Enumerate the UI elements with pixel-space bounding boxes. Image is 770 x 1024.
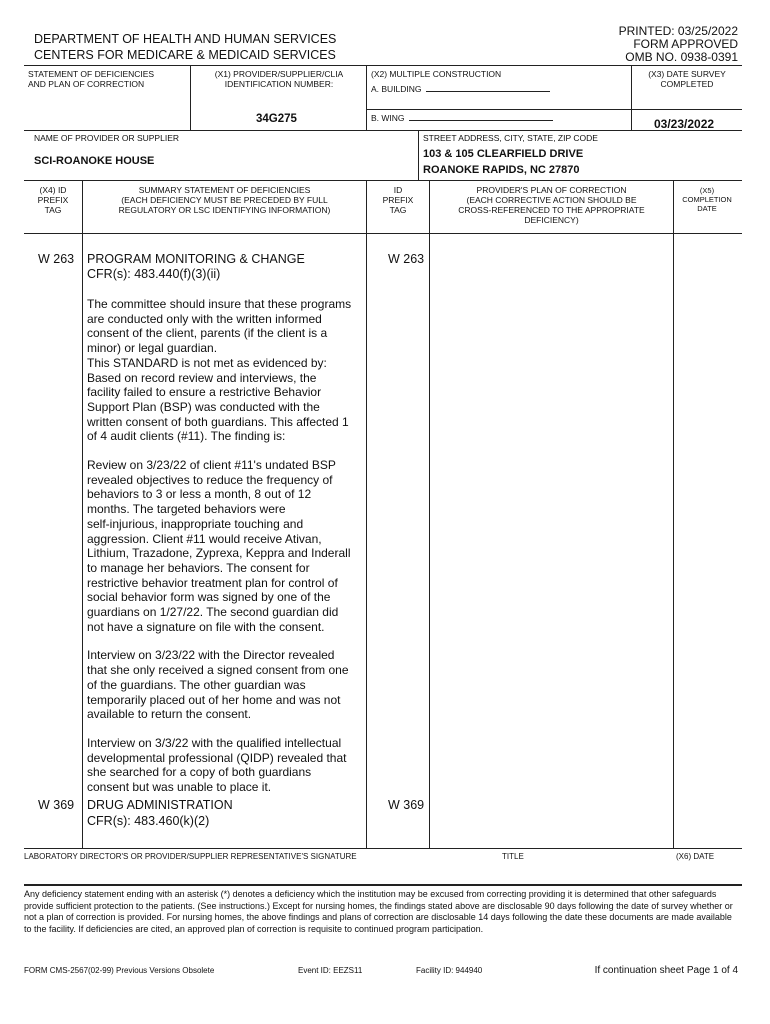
building-field: A. BUILDING (371, 84, 550, 94)
divider-v3 (631, 65, 632, 130)
form-divider-1 (24, 130, 742, 131)
address-label: STREET ADDRESS, CITY, STATE, ZIP CODE (423, 133, 598, 143)
deficiency-tag: W 263 (38, 252, 75, 266)
plan-header: PROVIDER'S PLAN OF CORRECTION (EACH CORRECTIVE ACTION SHOULD BE CROSS-REFERENCED TO THE APPROPRIATE DEFICIENCY) (458, 185, 645, 225)
address-line1: 103 & 105 CLEARFIELD DRIVE (423, 148, 584, 160)
narrative-paragraph: The committee should insure that these programs are conducted only with the written informed consent of the client, parents (if the client is a minor) or legal guardian. This STANDARD is not met as evidenced by: Based on record review and interviews, the facility failed to ensure a restrictive Behavior Support Plan (BSP) was conducted with the written consent of both guardians. This affected 1 of 4 audit clients (#11). The finding is: (87, 297, 352, 444)
survey-date: 03/23/2022 (654, 117, 715, 131)
provider-name: SCI-ROANOKE HOUSE (34, 155, 155, 167)
col-divider-3 (429, 180, 430, 848)
narrative-paragraph: Interview on 3/23/22 with the Director revealed that she only received a signed consent from one of the guardians. The other guardian was temporarily placed out of her home and was not available to return the consent. (87, 648, 349, 722)
signature-bottom (24, 884, 742, 886)
form-top-border (24, 65, 742, 66)
address-line2: ROANOKE RAPIDS, NC 27870 (423, 164, 580, 176)
provider-id: 34G275 (256, 113, 297, 125)
x5-header: (X5) COMPLETION DATE (682, 186, 732, 213)
statement-label: STATEMENT OF DEFICIENCIES AND PLAN OF CORRECTION (28, 69, 155, 89)
wing-field: B. WING (371, 113, 553, 123)
summary-header: SUMMARY STATEMENT OF DEFICIENCIES (EACH DEFICIENCY MUST BE PRECEDED BY FULL REGULATORY OR LSC IDENTIFYING INFORMATION) (118, 185, 331, 215)
form-approved: FORM APPROVED (633, 37, 738, 51)
deficiency-title: DRUG ADMINISTRATION (87, 798, 233, 812)
divider-v2 (366, 65, 367, 130)
table-bottom (24, 848, 742, 849)
form-divider-2 (24, 180, 742, 181)
building-blank (426, 91, 550, 92)
column-header-bottom (24, 233, 742, 234)
facility-id: Facility ID: 944940 (416, 966, 483, 975)
deficiency-narrative (87, 297, 367, 809)
id-header: ID PREFIX TAG (382, 185, 414, 215)
divider-v4 (418, 130, 419, 180)
agency-title: CENTERS FOR MEDICARE & MEDICAID SERVICES (34, 48, 336, 62)
x3-label: (X3) DATE SURVEY COMPLETED (648, 69, 726, 89)
omb-number: OMB NO. 0938-0391 (625, 50, 738, 64)
disclaimer-text: Any deficiency statement ending with an asterisk (*) denotes a deficiency which the institution may be excused from correcting providing it is determined that other safeguards provide sufficient protection to the patients. (See instructions.) Except for nursing homes, the findings stated above are disclosable 90 days following the date of survey whether or not a plan of correction is provided. For nursing homes, the above findings and plans of correction are disclosable 14 days following the date these documents are made available to the facility. If deficiencies are cited, an approved plan of correction is requisite to continued program participation. (24, 889, 733, 934)
x1-label: (X1) PROVIDER/SUPPLIER/CLIA IDENTIFICATION NUMBER: (214, 69, 344, 89)
department-title: DEPARTMENT OF HEALTH AND HUMAN SERVICES (34, 32, 337, 46)
event-id: Event ID: EEZS11 (298, 966, 363, 975)
x2-label: (X2) MULTIPLE CONSTRUCTION (371, 69, 502, 79)
wing-line (366, 109, 742, 110)
printed-date: PRINTED: 03/25/2022 (618, 24, 738, 38)
deficiency-cfr: CFR(s): 483.440(f)(3)(ii) (87, 267, 221, 281)
form-number: FORM CMS-2567(02-99) Previous Versions Obsolete (24, 966, 215, 975)
deficiency-tag-right: W 369 (388, 798, 425, 812)
date-label: (X6) DATE (676, 852, 715, 861)
page-indicator: If continuation sheet Page 1 of 4 (594, 965, 738, 976)
col-divider-1 (82, 180, 83, 848)
x4-header: (X4) ID PREFIX TAG (37, 185, 69, 215)
deficiency-tag: W 369 (38, 798, 75, 812)
deficiency-cfr: CFR(s): 483.460(k)(2) (87, 814, 210, 828)
deficiency-tag-right: W 263 (388, 252, 425, 266)
narrative-paragraph: Review on 3/23/22 of client #11's undated BSP revealed objectives to reduce the frequency of behaviors to 3 or less a month, 8 out of 12 months. The targeted behaviors were self-injurious, inappropriate touching and aggression. Client #11 would receive Ativan, Lithium, Trazadone, Zyprexa, Keppra and Inderall to manage her behaviors. The consent for restrictive behavior treatment plan for control of social behavior form was signed by one of the guardians on 1/27/22. The second guardian did not have a signature on file with the consent. (87, 458, 351, 634)
divider-v1 (190, 65, 191, 130)
deficiency-title: PROGRAM MONITORING & CHANGE (87, 252, 305, 266)
col-divider-4 (673, 180, 674, 848)
narrative-paragraph: Interview on 3/3/22 with the qualified intellectual developmental professional (QIDP) revealed that she searched for a copy of both guardians consent but was unable to place it. (87, 735, 347, 795)
signature-label: LABORATORY DIRECTOR'S OR PROVIDER/SUPPLIER REPRESENTATIVE'S SIGNATURE (24, 852, 357, 861)
provider-label: NAME OF PROVIDER OR SUPPLIER (34, 133, 179, 143)
wing-blank (409, 120, 553, 121)
title-label: TITLE (502, 852, 524, 861)
